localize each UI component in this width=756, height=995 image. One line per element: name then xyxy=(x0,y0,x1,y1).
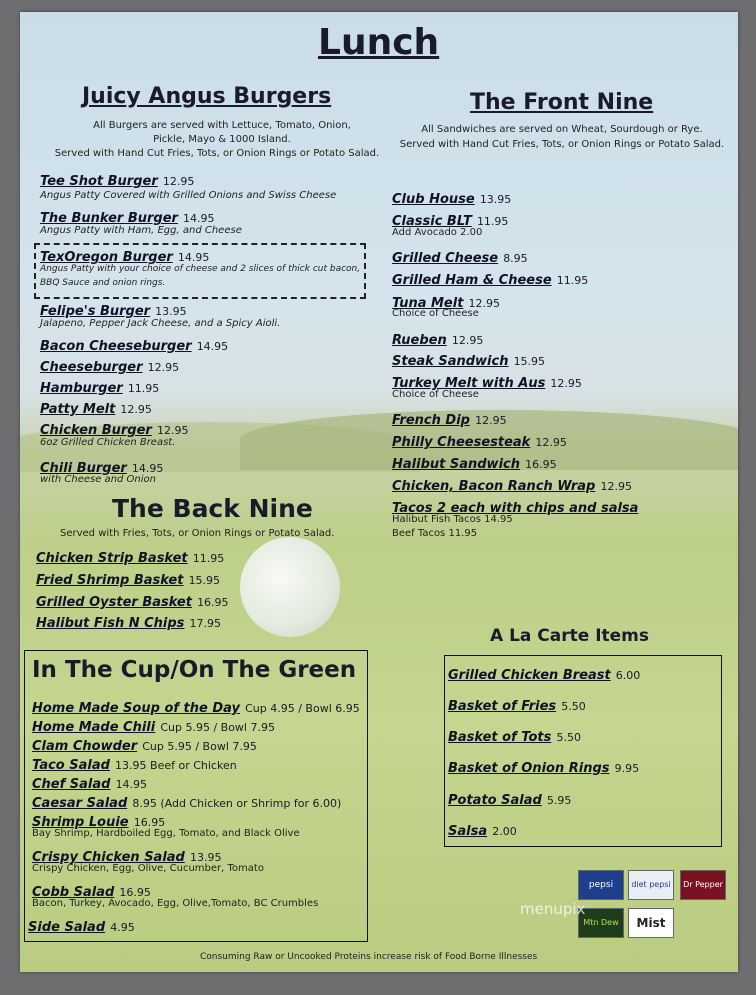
item-desc: BBQ Sauce and onion rings. xyxy=(40,278,166,288)
list-item: Chicken Burger 12.95 xyxy=(40,423,189,438)
list-item: Chili Burger 14.95 xyxy=(40,461,164,476)
item-desc: Crispy Chicken, Egg, Olive, Cucumber, Tomato xyxy=(32,863,264,874)
item-desc: Halibut Fish Tacos 14.95 xyxy=(392,514,513,525)
menu-sheet xyxy=(20,12,738,972)
list-item: TexOregon Burger 14.95 xyxy=(40,250,210,265)
burgers-intro: Pickle, Mayo & 1000 Island. xyxy=(153,134,291,145)
list-item: Hamburger 11.95 xyxy=(40,381,160,396)
item-desc: Bay Shrimp, Hardboiled Egg, Tomato, and Black Olive xyxy=(32,828,300,839)
mist-logo: Mist xyxy=(628,908,674,938)
list-item: Rueben 12.95 xyxy=(392,333,484,348)
item-desc: Angus Patty with Ham, Egg, and Cheese xyxy=(40,225,242,236)
mtn-dew-logo: Mtn Dew xyxy=(578,908,624,938)
page-title: Lunch xyxy=(318,22,440,63)
pepsi-logo: pepsi xyxy=(578,870,624,900)
diet-pepsi-logo: diet pepsi xyxy=(628,870,674,900)
item-desc: Angus Patty with your choice of cheese and 2 slices of thick cut bacon, xyxy=(40,264,361,274)
item-desc: Jalapeno, Pepper Jack Cheese, and a Spicy Aioli. xyxy=(40,318,281,329)
list-item: Basket of Tots 5.50 xyxy=(448,730,581,745)
item-desc: Choice of Cheese xyxy=(392,389,479,400)
list-item: Classic BLT 11.95 xyxy=(392,214,509,229)
alacarte-heading: A La Carte Items xyxy=(490,626,650,646)
list-item: Salsa 2.00 xyxy=(448,824,517,839)
list-item: Chicken Strip Basket 11.95 xyxy=(36,551,225,566)
list-item: Basket of Fries 5.50 xyxy=(448,699,586,714)
list-item: Fried Shrimp Basket 15.95 xyxy=(36,573,221,588)
list-item: Crispy Chicken Salad 13.95 xyxy=(32,850,222,865)
list-item: Halibut Sandwich 16.95 xyxy=(392,457,557,472)
item-desc: Add Avocado 2.00 xyxy=(392,227,483,238)
golf-ball-graphic xyxy=(240,537,340,637)
front-nine-intro: Served with Hand Cut Fries, Tots, or Onion Rings or Potato Salad. xyxy=(399,139,725,150)
back-nine-intro: Served with Fries, Tots, or Onion Rings or Potato Salad. xyxy=(60,528,335,539)
list-item: Taco Salad 13.95 Beef or Chicken xyxy=(32,758,237,773)
burgers-intro: Served with Hand Cut Fries, Tots, or Onion Rings or Potato Salad. xyxy=(54,148,380,159)
watermark: menupix xyxy=(520,900,586,918)
list-item: Patty Melt 12.95 xyxy=(40,402,152,417)
list-item: Chef Salad 14.95 xyxy=(32,777,148,792)
list-item: Tacos 2 each with chips and salsa xyxy=(392,501,639,516)
list-item: Home Made Chili Cup 5.95 / Bowl 7.95 xyxy=(32,720,275,735)
list-item: French Dip 12.95 xyxy=(392,413,507,428)
list-item: Halibut Fish N Chips 17.95 xyxy=(36,616,222,631)
item-desc: Beef Tacos 11.95 xyxy=(392,528,478,539)
list-item: Steak Sandwich 15.95 xyxy=(392,354,546,369)
list-item: The Bunker Burger 14.95 xyxy=(40,211,215,226)
list-item: Potato Salad 5.95 xyxy=(448,793,572,808)
item-desc: 6oz Grilled Chicken Breast. xyxy=(40,437,176,448)
list-item: Grilled Cheese 8.95 xyxy=(392,251,528,266)
list-item: Caesar Salad 8.95 (Add Chicken or Shrimp for 6.00) xyxy=(32,796,342,811)
item-desc: with Cheese and Onion xyxy=(40,474,156,485)
list-item: Side Salad 4.95 xyxy=(28,920,135,935)
burgers-heading: Juicy Angus Burgers xyxy=(82,84,332,109)
front-nine-heading: The Front Nine xyxy=(470,90,654,115)
item-desc: Angus Patty Covered with Grilled Onions and Swiss Cheese xyxy=(40,190,337,201)
list-item: Home Made Soup of the Day Cup 4.95 / Bowl 6.95 xyxy=(32,701,360,716)
alacarte-box xyxy=(444,655,722,847)
list-item: Clam Chowder Cup 5.95 / Bowl 7.95 xyxy=(32,739,257,754)
list-item: Tee Shot Burger 12.95 xyxy=(40,174,195,189)
list-item: Cheeseburger 12.95 xyxy=(40,360,180,375)
list-item: Bacon Cheeseburger 14.95 xyxy=(40,339,229,354)
cup-heading: In The Cup/On The Green xyxy=(32,657,357,683)
back-nine-heading: The Back Nine xyxy=(112,494,313,523)
list-item: Chicken, Bacon Ranch Wrap 12.95 xyxy=(392,479,632,494)
dr-pepper-logo: Dr Pepper xyxy=(680,870,726,900)
list-item: Turkey Melt with Aus 12.95 xyxy=(392,376,582,391)
list-item: Basket of Onion Rings 9.95 xyxy=(448,761,640,776)
footer-note: Consuming Raw or Uncooked Proteins increase risk of Food Borne Illnesses xyxy=(200,952,538,962)
front-nine-intro: All Sandwiches are served on Wheat, Sourdough or Rye. xyxy=(421,124,703,135)
list-item: Tuna Melt 12.95 xyxy=(392,296,501,311)
item-desc: Choice of Cheese xyxy=(392,308,479,319)
list-item: Cobb Salad 16.95 xyxy=(32,885,151,900)
list-item: Grilled Ham & Cheese 11.95 xyxy=(392,273,589,288)
list-item: Shrimp Louie 16.95 xyxy=(32,815,166,830)
list-item: Philly Cheesesteak 12.95 xyxy=(392,435,567,450)
list-item: Grilled Oyster Basket 16.95 xyxy=(36,595,229,610)
list-item: Grilled Chicken Breast 6.00 xyxy=(448,668,641,683)
list-item: Felipe's Burger 13.95 xyxy=(40,304,187,319)
burgers-intro: All Burgers are served with Lettuce, Tomato, Onion, xyxy=(93,120,351,131)
item-desc: Bacon, Turkey, Avocado, Egg, Olive,Tomato, BC Crumbles xyxy=(32,898,319,909)
list-item: Club House 13.95 xyxy=(392,192,512,207)
